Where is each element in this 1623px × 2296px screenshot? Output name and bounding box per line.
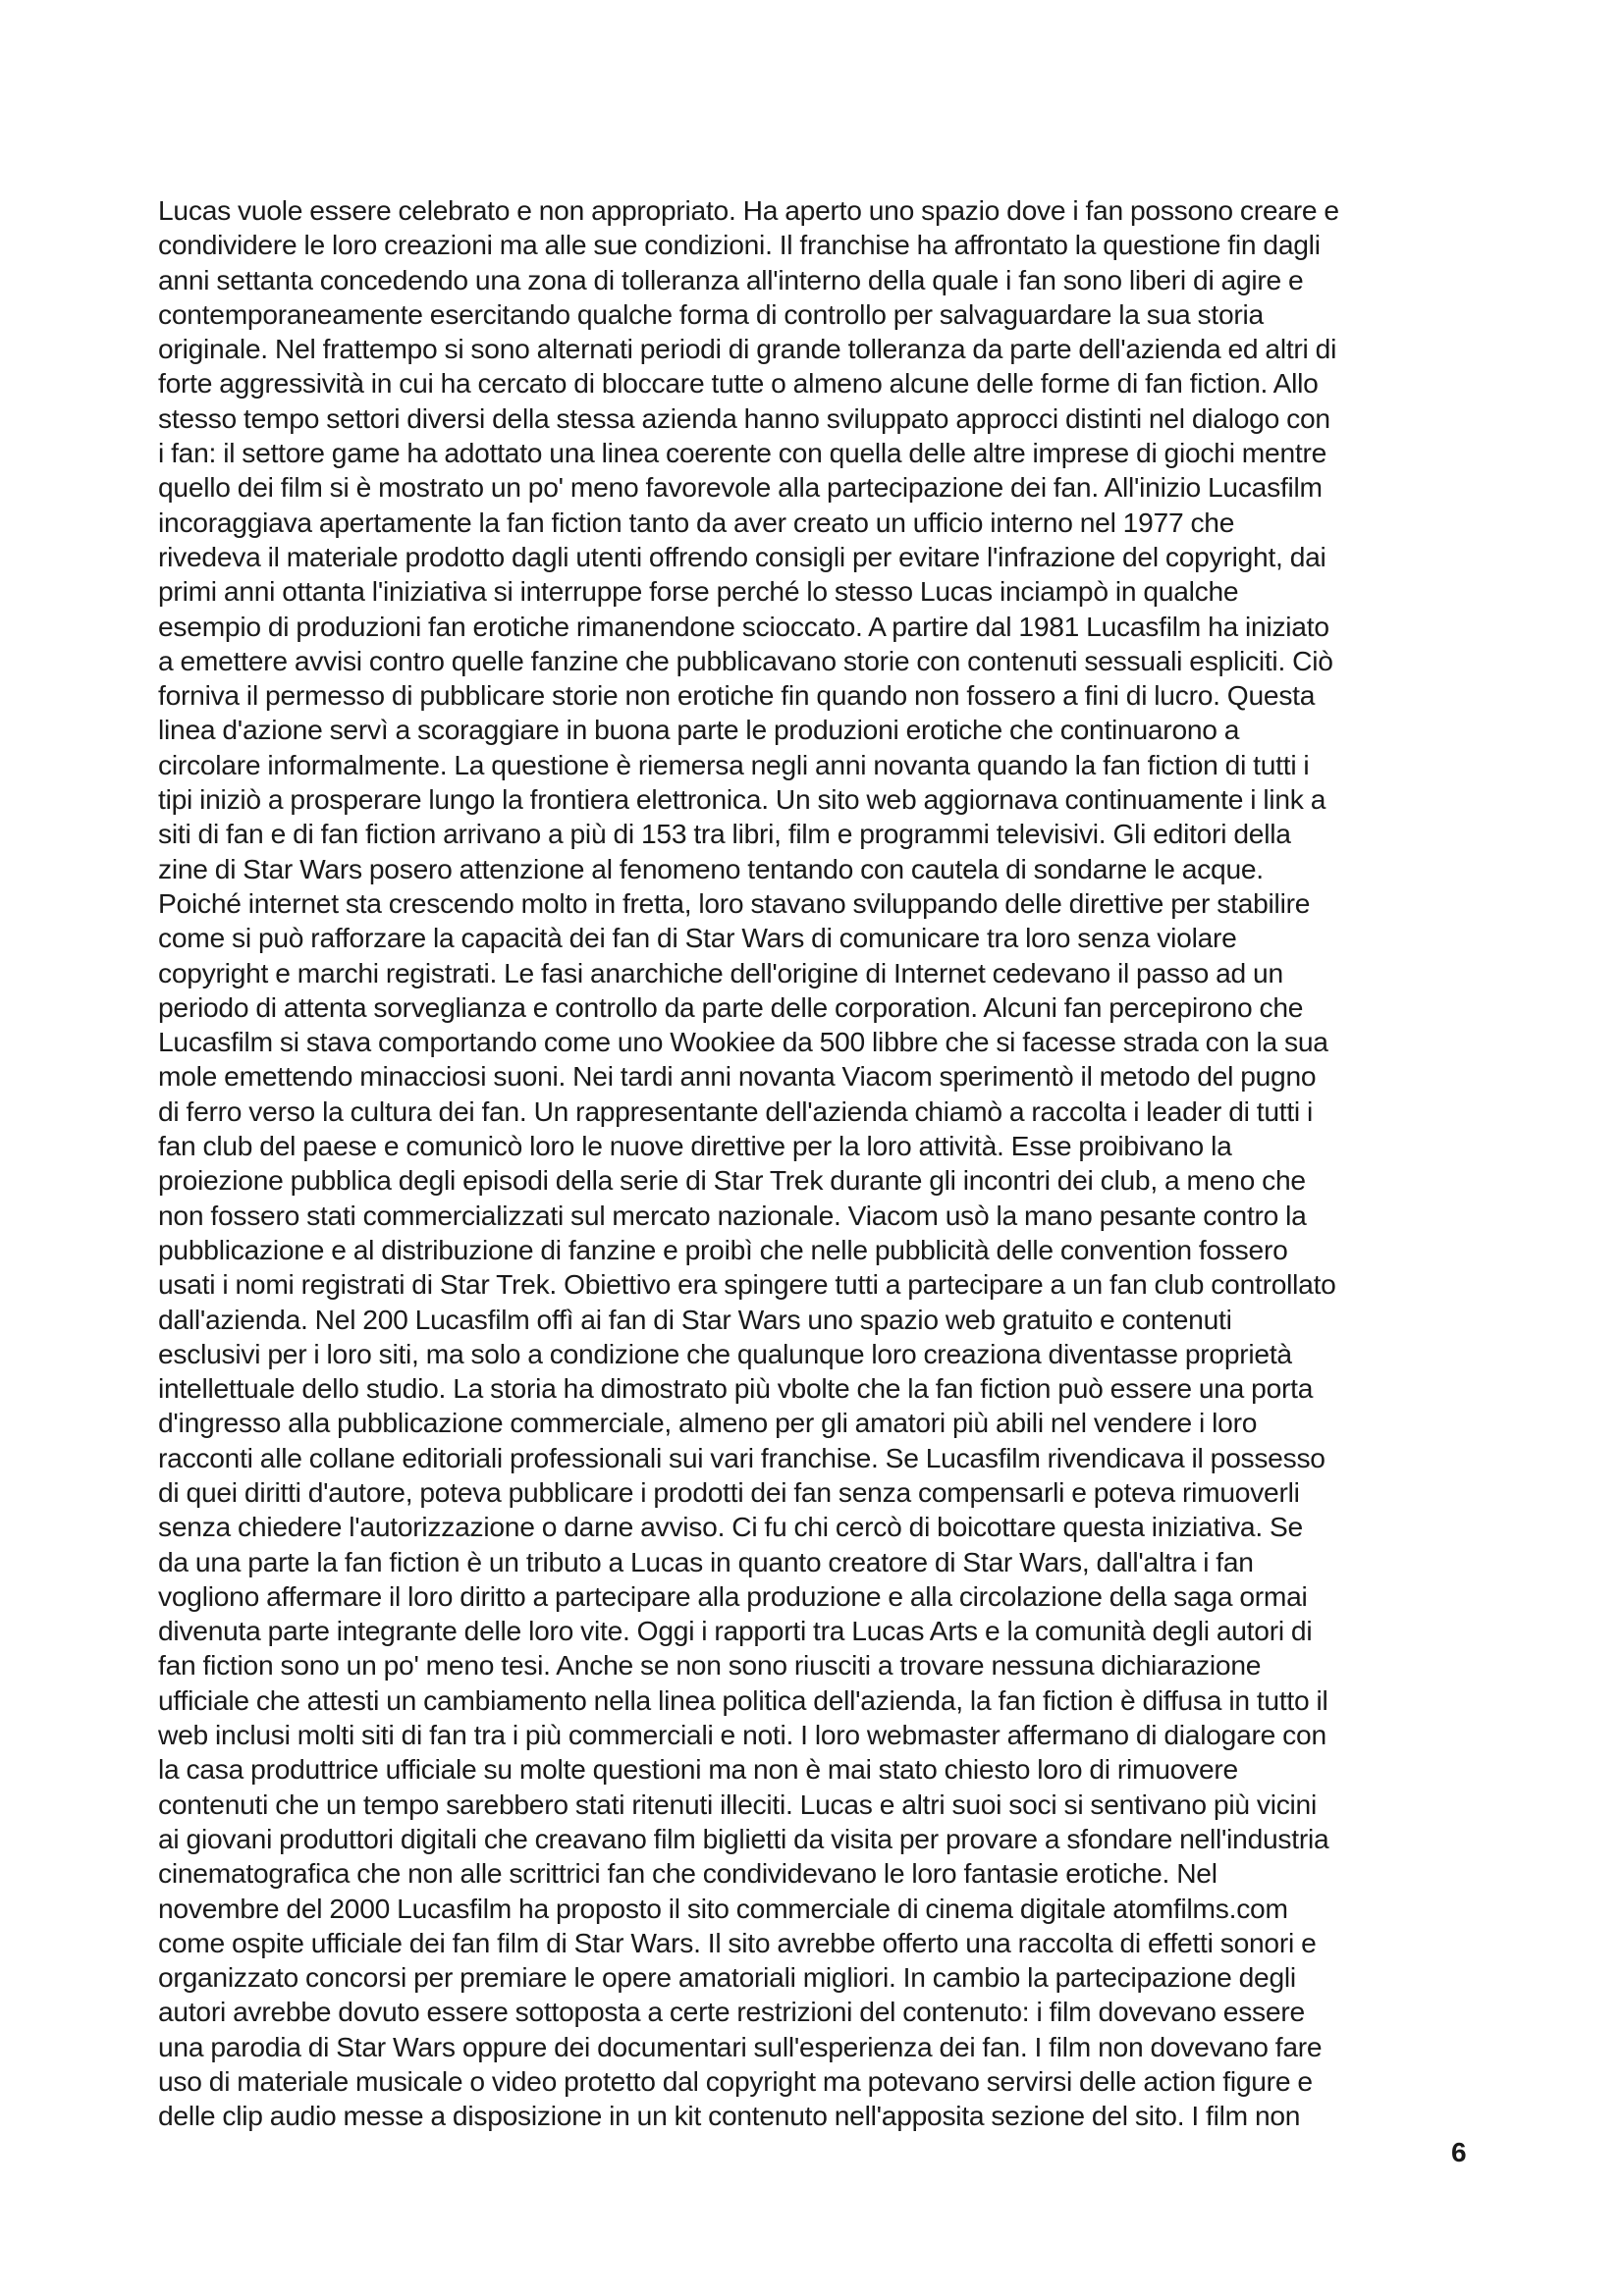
text-line: fan fiction sono un po' meno tesi. Anche se non sono riusciti a trovare nessuna dichiarazione: [158, 1649, 1262, 1682]
text-line: di ferro verso la cultura dei fan. Un rappresentante dell'azienda chiamò a raccolta i leader di tutti i: [158, 1095, 1314, 1127]
text-line: mole emettendo minacciosi suoni. Nei tardi anni novanta Viacom sperimentò il metodo del pugno: [158, 1060, 1317, 1093]
text-line: contemporaneamente esercitando qualche forma di controllo per salvaguardare la sua storia: [158, 297, 1264, 330]
text-line: rivedeva il materiale prodotto dagli utenti offrendo consigli per evitare l'infrazione del copyright, dai: [158, 540, 1326, 572]
text-line: stesso tempo settori diversi della stessa azienda hanno sviluppato approcci distinti nel dialogo con: [158, 401, 1330, 434]
text-line: come si può rafforzare la capacità dei fan di Star Wars di comunicare tra loro senza violare: [158, 922, 1237, 954]
text-line: anni settanta concedendo una zona di tolleranza all'interno della quale i fan sono liberi di agire e: [158, 263, 1304, 295]
text-line: contenuti che un tempo sarebbero stati ritenuti illeciti. Lucas e altri suoi soci si sentivano più vicini: [158, 1788, 1318, 1820]
text-line: forniva il permesso di pubblicare storie non erotiche fin quando non fossero a fini di lucro. Questa: [158, 679, 1316, 712]
text-line: come ospite ufficiale dei fan film di Star Wars. Il sito avrebbe offerto una raccolta di effetti sonori e: [158, 1926, 1317, 1958]
text-line: una parodia di Star Wars oppure dei documentari sull'esperienza dei fan. I film non dovevano fare: [158, 2030, 1323, 2062]
text-line: novembre del 2000 Lucasfilm ha proposto il sito commerciale di cinema digitale atomfilms.com: [158, 1892, 1288, 1924]
text-line: ufficiale che attesti un cambiamento nella linea politica dell'azienda, la fan fiction è diffusa in tutto il: [158, 1683, 1328, 1716]
text-line: pubblicazione e al distribuzione di fanzine e proibì che nelle pubblicità delle convention fossero: [158, 1233, 1288, 1265]
page-number: 6: [1451, 2137, 1467, 2167]
text-line: a emettere avvisi contro quelle fanzine che pubblicavano storie con contenuti sessuali espliciti. Ciò: [158, 644, 1333, 676]
text-line: i fan: il settore game ha adottato una linea coerente con quella delle altre imprese di giochi mentre: [158, 437, 1327, 469]
text-line: Lucas vuole essere celebrato e non appropriato. Ha aperto uno spazio dove i fan possono creare e: [158, 194, 1339, 226]
text-line: divenuta parte integrante delle loro vite. Oggi i rapporti tra Lucas Arts e la comunità degli autori di: [158, 1615, 1313, 1647]
text-line: organizzato concorsi per premiare le opere amatoriali migliori. In cambio la partecipazione degli: [158, 1961, 1296, 1994]
text-line: intellettuale dello studio. La storia ha dimostrato più vbolte che la fan fiction può essere una porta: [158, 1372, 1314, 1405]
text-line: condividere le loro creazioni ma alle sue condizioni. Il franchise ha affrontato la questione fin dagli: [158, 229, 1321, 261]
text-line: cinematografica che non alle scrittrici fan che condividevano le loro fantasie erotiche. Nel: [158, 1857, 1217, 1890]
body-paragraph: [158, 193, 1484, 2134]
text-line: la casa produttrice ufficiale su molte questioni ma non è mai stato chiesto loro di rimuovere: [158, 1753, 1238, 1786]
text-line: siti di fan e di fan fiction arrivano a più di 153 tra libri, film e programmi televisivi. Gli editori della: [158, 818, 1291, 850]
text-line: dall'azienda. Nel 200 Lucasfilm offì ai fan di Star Wars uno spazio web gratuito e contenuti: [158, 1303, 1232, 1335]
text-line: linea d'azione servì a scoraggiare in buona parte le produzioni erotiche che continuarono a: [158, 714, 1240, 746]
text-line: periodo di attenta sorveglianza e controllo da parte delle corporation. Alcuni fan percepirono che: [158, 990, 1304, 1023]
text-line: quello dei film si è mostrato un po' meno favorevole alla partecipazione dei fan. All'inizio Lucasfilm: [158, 471, 1323, 504]
text-line: proiezione pubblica degli episodi della serie di Star Trek durante gli incontri dei club, a meno che: [158, 1164, 1306, 1197]
text-line: copyright e marchi registrati. Le fasi anarchiche dell'origine di Internet cedevano il passo ad un: [158, 956, 1283, 988]
text-line: circolare informalmente. La questione è riemersa negli anni novanta quando la fan fiction di tutti i: [158, 748, 1310, 780]
text-line: di quei diritti d'autore, poteva pubblicare i prodotti dei fan senza compensarli e poteva rimuoverli: [158, 1475, 1300, 1508]
text-line: primi anni ottanta l'iniziativa si interruppe forse perché lo stesso Lucas inciampò in qualche: [158, 575, 1239, 608]
text-line: d'ingresso alla pubblicazione commerciale, almeno per gli amatori più abili nel vendere i loro: [158, 1407, 1258, 1439]
text-line: fan club del paese e comunicò loro le nuove direttive per la loro attività. Esse proibivano la: [158, 1130, 1232, 1162]
text-line: Poiché internet sta crescendo molto in fretta, loro stavano sviluppando delle direttive per stabilire: [158, 886, 1311, 919]
text-line: originale. Nel frattempo si sono alternati periodi di grande tolleranza da parte dell'azienda ed altri di: [158, 333, 1337, 365]
text-line: ai giovani produttori digitali che creavano film biglietti da visita per provare a sfondare nell'industria: [158, 1822, 1329, 1854]
text-line: da una parte la fan fiction è un tributo a Lucas in quanto creatore di Star Wars, dall'altra i fan: [158, 1545, 1254, 1577]
text-line: racconti alle collane editoriali professionali sui vari franchise. Se Lucasfilm rivendicava il possesso: [158, 1441, 1325, 1473]
text-line: usati i nomi registrati di Star Trek. Obiettivo era spingere tutti a partecipare a un fan club controllato: [158, 1268, 1336, 1301]
text-line: zine di Star Wars posero attenzione al fenomeno tentando con cautela di sondarne le acque.: [158, 852, 1264, 884]
text-line: senza chiedere l'autorizzazione o darne avviso. Ci fu chi cercò di boicottare questa iniziativa. Se: [158, 1511, 1303, 1543]
text-line: delle clip audio messe a disposizione in un kit contenuto nell'apposita sezione del sito. I film non: [158, 2100, 1301, 2132]
text-line: vogliono affermare il loro diritto a partecipare alla produzione e alla circolazione della saga ormai: [158, 1579, 1308, 1612]
text-line: incoraggiava apertamente la fan fiction tanto da aver creato un ufficio interno nel 1977 che: [158, 506, 1235, 538]
text-line: Lucasfilm si stava comportando come uno Wookiee da 500 libbre che si facesse strada con la sua: [158, 1026, 1328, 1058]
text-line: forte aggressività in cui ha cercato di bloccare tutte o almeno alcune delle forme di fan fiction. Allo: [158, 367, 1319, 400]
text-line: esclusivi per i loro siti, ma solo a condizione che qualunque loro creaziona diventasse proprietà: [158, 1337, 1292, 1369]
text-line: esempio di produzioni fan erotiche rimanendone scioccato. A partire dal 1981 Lucasfilm ha iniziato: [158, 610, 1329, 642]
text-line: tipi iniziò a prosperare lungo la frontiera elettronica. Un sito web aggiornava continuamente i link a: [158, 783, 1326, 816]
text-line: web inclusi molti siti di fan tra i più commerciali e noti. I loro webmaster affermano di dialogare con: [158, 1719, 1326, 1751]
text-line: autori avrebbe dovuto essere sottoposta a certe restrizioni del contenuto: i film dovevano essere: [158, 1996, 1305, 2028]
text-line: non fossero stati commercializzati sul mercato nazionale. Viacom usò la mano pesante contro la: [158, 1199, 1307, 1231]
text-line: uso di materiale musicale o video protetto dal copyright ma potevano servirsi delle action figure e: [158, 2065, 1313, 2098]
